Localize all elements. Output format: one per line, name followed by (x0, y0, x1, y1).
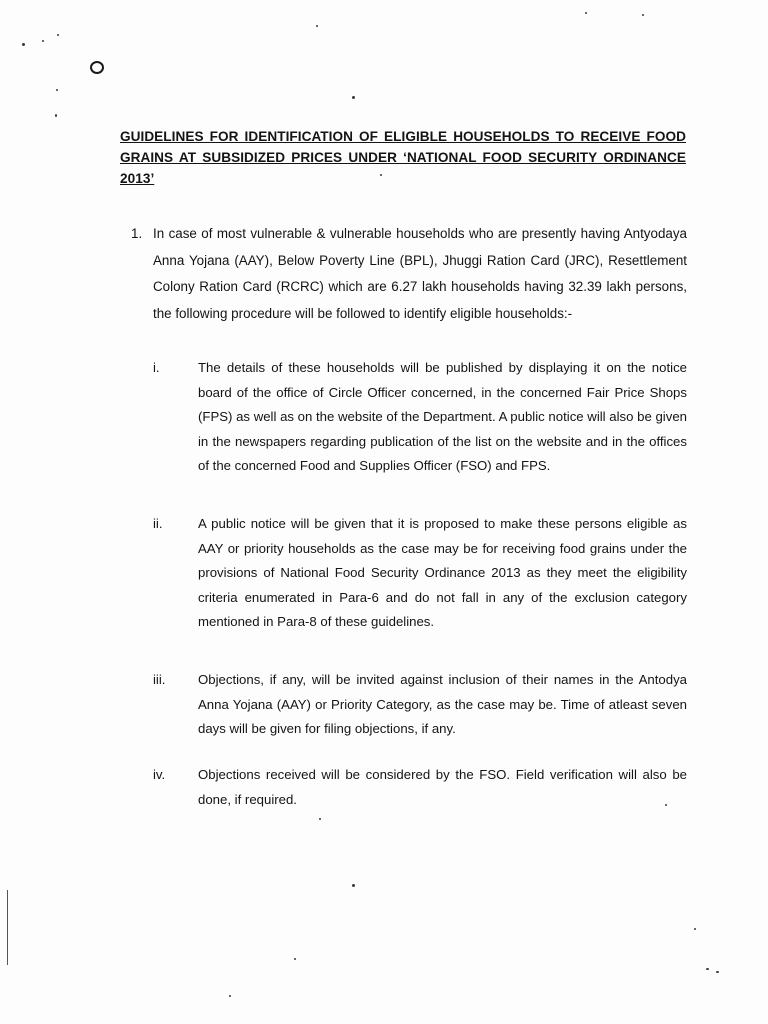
subpoint-ii (153, 512, 687, 635)
scan-speck (706, 968, 709, 970)
scan-speck (229, 995, 231, 997)
subpoint-numeral: iv. (153, 767, 166, 782)
subpoint-text: Objections, if any, will be invited against inclusion of their names in the Antodya Anna Yojana (AAY) or Priority Category, as the case may be. Time of atleast seven days will be given for filing objections, if any. (198, 672, 687, 736)
scan-speck (642, 14, 644, 16)
subpoint-iv (153, 763, 687, 812)
scan-speck (319, 818, 321, 820)
scan-speck (294, 958, 296, 960)
subpoint-numeral: i. (153, 360, 160, 375)
subpoint-text: The details of these households will be published by displaying it on the notice board of the office of Circle Officer concerned, in the concerned Fair Price Shops (FPS) as well as on the website of the Department. A public notice will also be given in the newspapers regarding publication of the list on the website and in the offices of the concerned Food and Supplies Officer (FSO) and FPS. (198, 360, 687, 473)
subpoint-numeral: iii. (153, 672, 166, 687)
scan-speck (352, 884, 355, 887)
point-text: In case of most vulnerable & vulnerable households who are presently having Antyodaya Anna Yojana (AAY), Below Poverty Line (BPL), Jhuggi Ration Card (JRC), Resettlement Colony Ration Card (RCRC) which are 6.27 lakh households having 32.39 lakh persons, the following procedure will be followed to identify eligible households:- (153, 226, 687, 321)
scan-speck (716, 971, 719, 973)
document-title: GUIDELINES FOR IDENTIFICATION OF ELIGIBLE HOUSEHOLDS TO RECEIVE FOOD GRAINS AT SUBSIDIZED PRICES UNDER ‘NATIONAL FOOD SECURITY ORDINANCE 2013’ (120, 129, 686, 186)
subpoint-numeral: ii. (153, 516, 163, 531)
scan-speck (316, 25, 318, 27)
point-1 (131, 221, 687, 327)
circle-mark-icon (90, 61, 104, 74)
scan-speck (694, 928, 696, 930)
scan-speck (585, 12, 587, 14)
subpoint-text: Objections received will be considered by the FSO. Field verification will also be done, if required. (198, 767, 687, 807)
scan-speck (42, 40, 44, 42)
subpoint-i (153, 356, 687, 479)
scan-speck (57, 34, 59, 36)
subpoint-text: A public notice will be given that it is proposed to make these persons eligible as AAY or priority households as the case may be for receiving food grains under the provisions of National Food Security Ordinance 2013 as they meet the eligibility criteria enumerated in Para-6 and do not fall in any of the exclusion category mentioned in Para-8 of these guidelines. (198, 516, 687, 629)
scan-speck (55, 114, 57, 117)
scan-speck (22, 43, 25, 46)
scan-speck (352, 96, 355, 99)
scan-edge-line (7, 890, 8, 965)
subpoint-iii (153, 668, 687, 742)
scan-speck (56, 89, 58, 91)
point-number: 1. (131, 226, 143, 241)
